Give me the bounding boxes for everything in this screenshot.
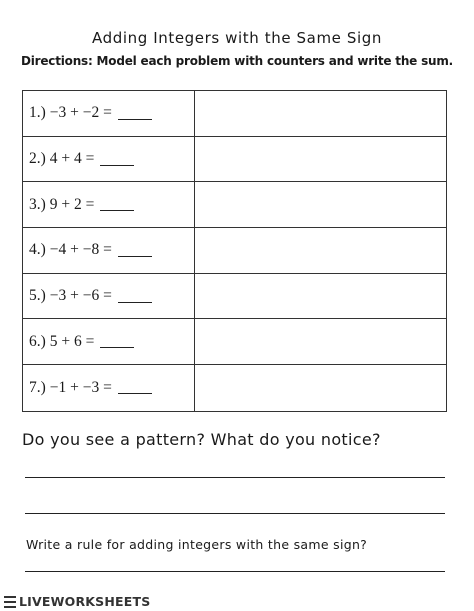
table-row [23, 91, 446, 137]
answer-blank[interactable] [118, 119, 152, 120]
answer-blank[interactable] [100, 165, 134, 166]
answer-blank[interactable] [118, 302, 152, 303]
problem-expression: −3 + −2 = [49, 104, 112, 122]
table-row [23, 228, 446, 274]
problem-expression: −3 + −6 = [49, 287, 112, 305]
model-area[interactable] [195, 274, 446, 319]
table-row [23, 319, 446, 365]
answer-blank[interactable] [100, 210, 134, 211]
problem-cell [23, 91, 195, 136]
model-area[interactable] [195, 182, 446, 227]
model-area[interactable] [195, 319, 446, 364]
problem-number: 7.) [29, 378, 46, 396]
table-row [23, 274, 446, 320]
problem-number: 3.) [29, 195, 46, 213]
problem-number: 1.) [29, 104, 46, 122]
problem-cell [23, 137, 195, 182]
problem-expression: 4 + 4 = [49, 150, 95, 168]
problem-expression: 9 + 2 = [49, 195, 95, 213]
problem-cell [23, 228, 195, 273]
pattern-question: Do you see a pattern? What do you notice? [22, 430, 381, 449]
answer-blank[interactable] [118, 393, 152, 394]
footer [0, 592, 474, 611]
model-area[interactable] [195, 91, 446, 136]
table-row [23, 137, 446, 183]
answer-line[interactable] [25, 571, 445, 572]
answer-blank[interactable] [100, 347, 134, 348]
problem-number: 5.) [29, 287, 46, 305]
model-area[interactable] [195, 228, 446, 273]
worksheet-title: Adding Integers with the Same Sign [92, 29, 382, 47]
answer-blank[interactable] [118, 256, 152, 257]
liveworksheets-logo-icon [4, 596, 16, 608]
problem-expression: −4 + −8 = [49, 241, 112, 259]
problem-cell [23, 365, 195, 411]
answer-line[interactable] [25, 477, 445, 478]
problem-number: 6.) [29, 332, 46, 350]
problem-cell [23, 182, 195, 227]
problem-cell [23, 274, 195, 319]
model-area[interactable] [195, 137, 446, 182]
table-row [23, 365, 446, 411]
problem-cell [23, 319, 195, 364]
problem-table [22, 90, 447, 412]
answer-line[interactable] [25, 513, 445, 514]
directions-text: Directions: Model each problem with counters and write the sum. [20, 54, 454, 68]
problem-expression: −1 + −3 = [49, 378, 112, 396]
footer-brand: LIVEWORKSHEETS [19, 594, 151, 609]
model-area[interactable] [195, 365, 446, 411]
problem-number: 2.) [29, 150, 46, 168]
rule-prompt: Write a rule for adding integers with the same sign? [26, 537, 368, 552]
problem-number: 4.) [29, 241, 46, 259]
problem-expression: 5 + 6 = [49, 332, 95, 350]
table-row [23, 182, 446, 228]
